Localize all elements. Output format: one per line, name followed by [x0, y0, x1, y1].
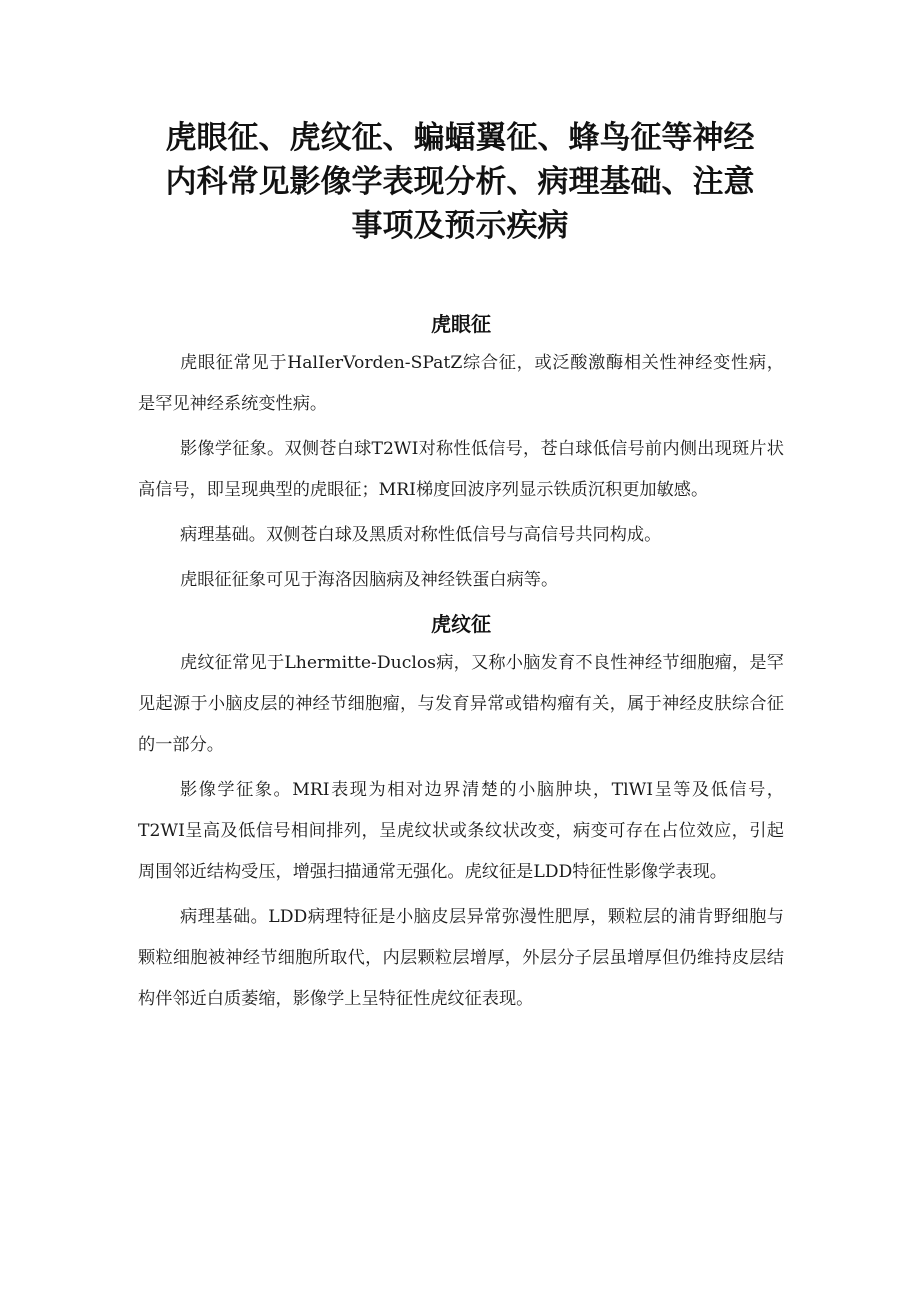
paragraph: 影像学征象。双侧苍白球T2WI对称性低信号，苍白球低信号前内侧出现斑片状高信号，即呈现典型的虎眼征；MRI梯度回波序列显示铁质沉积更加敏感。: [138, 439, 784, 500]
document-body: [138, 305, 784, 1024]
paragraph: 病理基础。LDD病理特征是小脑皮层异常弥漫性肥厚，颗粒层的浦肯野细胞与颗粒细胞被神经节细胞所取代，内层颗粒层增厚，外层分子层虽增厚但仍维持皮层结构伴邻近白质萎缩，影像学上呈特征性虎纹征表现。: [138, 907, 784, 1009]
document-title: [120, 116, 800, 248]
paragraph: 虎眼征征象可见于海洛因脑病及神经铁蛋白病等。: [180, 570, 559, 590]
title-line-3: 事项及预示疾病: [351, 208, 569, 244]
section-heading: 虎眼征: [431, 312, 491, 336]
paragraph: 影像学征象。MRI表现为相对边界清楚的小脑肿块，TlWI呈等及低信号，T2WI呈高及低信号相间排列，呈虎纹状或条纹状改变，病变可存在占位效应，引起周围邻近结构受压，增强扫描通常无强化。虎纹征是LDD特征性影像学表现。: [138, 780, 784, 882]
paragraph: 虎纹征常见于Lhermitte-Duclos病，又称小脑发育不良性神经节细胞瘤，是罕见起源于小脑皮层的神经节细胞瘤，与发育异常或错构瘤有关，属于神经皮肤综合征的一部分。: [138, 653, 784, 755]
section-tiger-eye-sign: [138, 305, 784, 601]
section-tiger-stripe-sign: [138, 605, 784, 1020]
section-heading: 虎纹征: [431, 612, 491, 636]
paragraph: 虎眼征常见于HalIerVorden-SPatZ综合征，或泛酸激酶相关性神经变性病，是罕见神经系统变性病。: [138, 353, 784, 414]
title-line-2: 内科常见影像学表现分析、病理基础、注意: [165, 164, 755, 200]
title-line-1: 虎眼征、虎纹征、蝙蝠翼征、蜂鸟征等神经: [165, 120, 755, 156]
paragraph: 病理基础。双侧苍白球及黑质对称性低信号与高信号共同构成。: [180, 525, 662, 545]
